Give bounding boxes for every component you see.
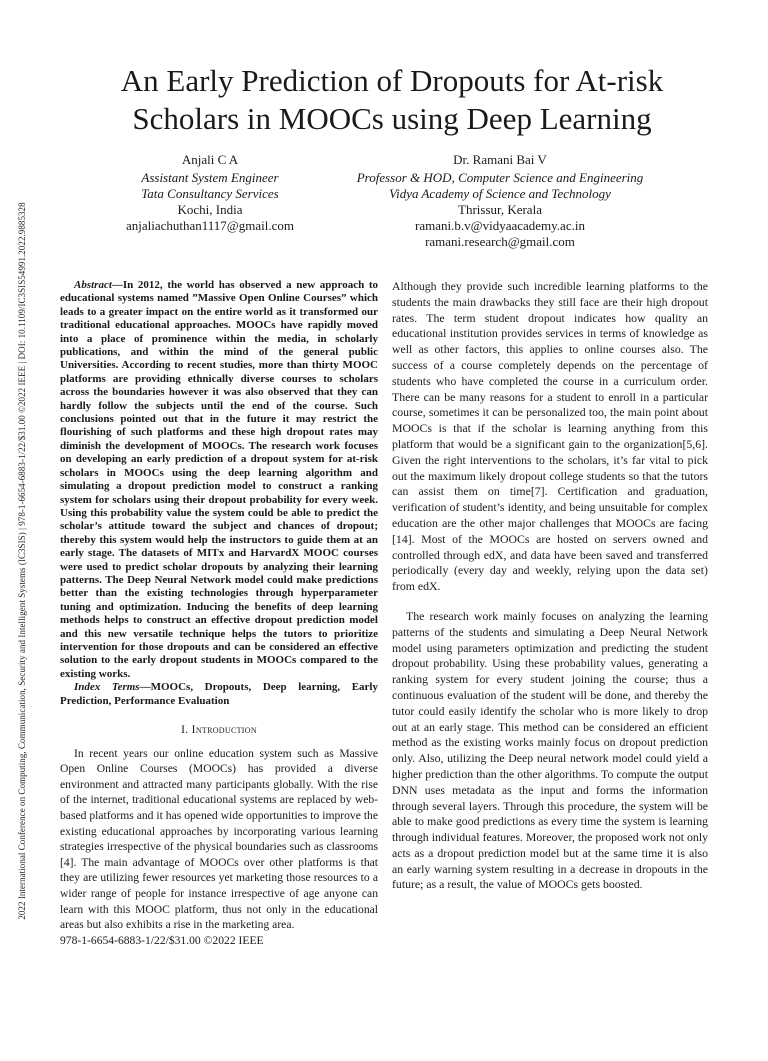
author-block-2: [330, 152, 670, 250]
abstract: [60, 279, 378, 681]
author-affiliation: Vidya Academy of Science and Technology: [389, 186, 611, 201]
author-name: Dr. Ramani Bai V: [453, 152, 547, 167]
author-position: Professor & HOD, Computer Science and Engineering: [356, 170, 644, 185]
section-heading-introduction: [60, 722, 378, 738]
abstract-lead: Abstract: [74, 279, 112, 291]
section-number: I.: [181, 723, 189, 736]
paper-title: [60, 62, 724, 138]
left-column: [60, 279, 378, 933]
title-line-1: An Early Prediction of Dropouts for At-risk: [120, 63, 664, 98]
right-column: [392, 279, 708, 893]
author-location: Kochi, India: [177, 202, 243, 217]
author-affiliation: Tata Consultancy Services: [141, 186, 279, 201]
title-line-2: Scholars in MOOCs using Deep Learning: [132, 101, 652, 136]
author-position: Assistant System Engineer: [141, 170, 279, 185]
author-block-1: [100, 152, 320, 234]
author-email-secondary: ramani.research@gmail.com: [425, 234, 575, 249]
author-email: ramani.b.v@vidyaacademy.ac.in: [415, 218, 585, 233]
index-terms-text: —MOOCs, Dropouts, Deep learning, Early Prediction, Performance Evaluation: [60, 681, 378, 707]
body-paragraph-2: The research work mainly focuses on analyzing the learning patterns of the students and simulating a Deep Neural Network model using parameters optimization and predicting the student dropout probability. Using these probability values, generating a ranking system for every student joining the course; thus a continuous evaluation of the student will be done, and thereby the tutor could easily identify the scholar who is more likely to drop out at an early stage. This method can be considered an efficient method as the existing works mainly focus on dropout prediction only. Also, utilizing the Deep neural network model could yield a higher prediction than the other algorithms. To compute the output DNN uses metadata as the input and forms the information through several layers. Through this procedure, the system will be able to make good predictions as every time the system is learning through individual features. Moreover, the proposed work not only acts as a dropout prediction model but at the same time it is also an early warning system resulting in a decrease in dropouts in the future; as a result, the value of MOOCs gets boosted.: [392, 608, 708, 892]
intro-paragraph-1: In recent years our online education system such as Massive Open Online Courses (MOOCs) has provided a diverse environment and attracted many participants globally. With the rise of the internet, traditional educational systems are replaced by web-based platforms and it has opened wide opportunities to improve the existing educational approaches by incorporating various learning strategies irrespective of the physical boundaries such as classrooms [4]. The main advantage of MOOCs over other platforms is that they are utilizing fewer resources yet marketing those resources to a wider range of people for instance irrespective of age anyone can learn with this MOOC platform, thus not only in the educational areas but also exhibits a rise in the marketing area.: [60, 746, 378, 932]
copyright-footer: 978-1-6654-6883-1/22/$31.00 ©2022 IEEE: [60, 934, 264, 947]
author-email: anjaliachuthan1117@gmail.com: [125, 218, 295, 233]
abstract-text: —In 2012, the world has observed a new approach to educational systems named ”Massive Open Online Courses” which leads to a greater impact on the entire world as it transformed our traditional educational approaches. MOOCs have rapidly moved into a place of prominence within the media, in scholarly publications, and within the mind of the general public Universities. According to recent studies, more than thirty MOOC platforms are providing ethnically diverse courses to scholars across the boundaries however it was also observed that they can hardly follow the subjects until the end of the course. Such conclusions pointed out that in the future it may restrict the flourishing of such platforms and these high dropout rates may diminish the development of MOOCs. The research work focuses on developing an early prediction of a dropout system for at-risk scholars in MOOCs using the deep learning algorithm and simulating a dropout prediction model to construct a ranking system for scholars using their dropout probability for every week. Using this probability value the system could be able to predict the scholar’s attitude toward the subject and chances of dropout; thereby this system would help the instructors to guide them at an early stage. The datasets of MITx and HarvardX MOOC courses were used to predict scholar dropouts by analyzing their learning patterns. The Deep Neural Network model could make predictions better than the existing technologies through hyperparameter tuning and optimization. Inducing the benefits of deep learning methods helps to construct an effective dropout prediction model and this new versatile technique helps the tutors to prioritize intervention for those dropouts and can be considered an effective solution to the early dropout students in MOOCs compared to the existing works.: [60, 279, 378, 680]
author-location: Thrissur, Kerala: [458, 202, 542, 217]
index-terms-lead: Index Terms: [74, 681, 140, 694]
author-name: Anjali C A: [181, 152, 239, 167]
index-terms: [60, 681, 378, 708]
conference-doi-strip: 2022 International Conference on Computing, Communication, Security and Intelligent Systems (IC3SIS) | 978-1-6654-6883-1/22/$31.00 ©2022 IEEE | DOI: 10.1109/IC3SIS54991.2022.9885328: [17, 202, 27, 920]
body-paragraph-1: Although they provide such incredible learning platforms to the students the main drawbacks they still face are their high dropout rates. The term student dropout indicates how quality an educational institution provides services in terms of knowledge as well as other factors, this applies to online courses also. The success of a course completely depends on the percentage of students who have completed the course in a curriculum order. There can be many reasons for a student to enroll in a particular course, sometimes it can be personalized too, the main point about MOOCs is that if the scholar is learning anything from this platform that would be a significant gain to the organization[5,6]. Given the right interventions to the scholars, it’s far vital to pick out the maximum likely dropout college students so that the tutors can assist them on time[7]. Certification and graduation, verification of student’s identity, and being unsuitable for complex education are the other major challenges that MOOCs are facing [14]. Most of the MOOCs are hosted on servers owned and controlled through edX, and data have been saved and transferred periodically (every day and weekly, relying upon the data set) from edX.: [392, 279, 708, 594]
section-title: Introduction: [191, 723, 257, 736]
